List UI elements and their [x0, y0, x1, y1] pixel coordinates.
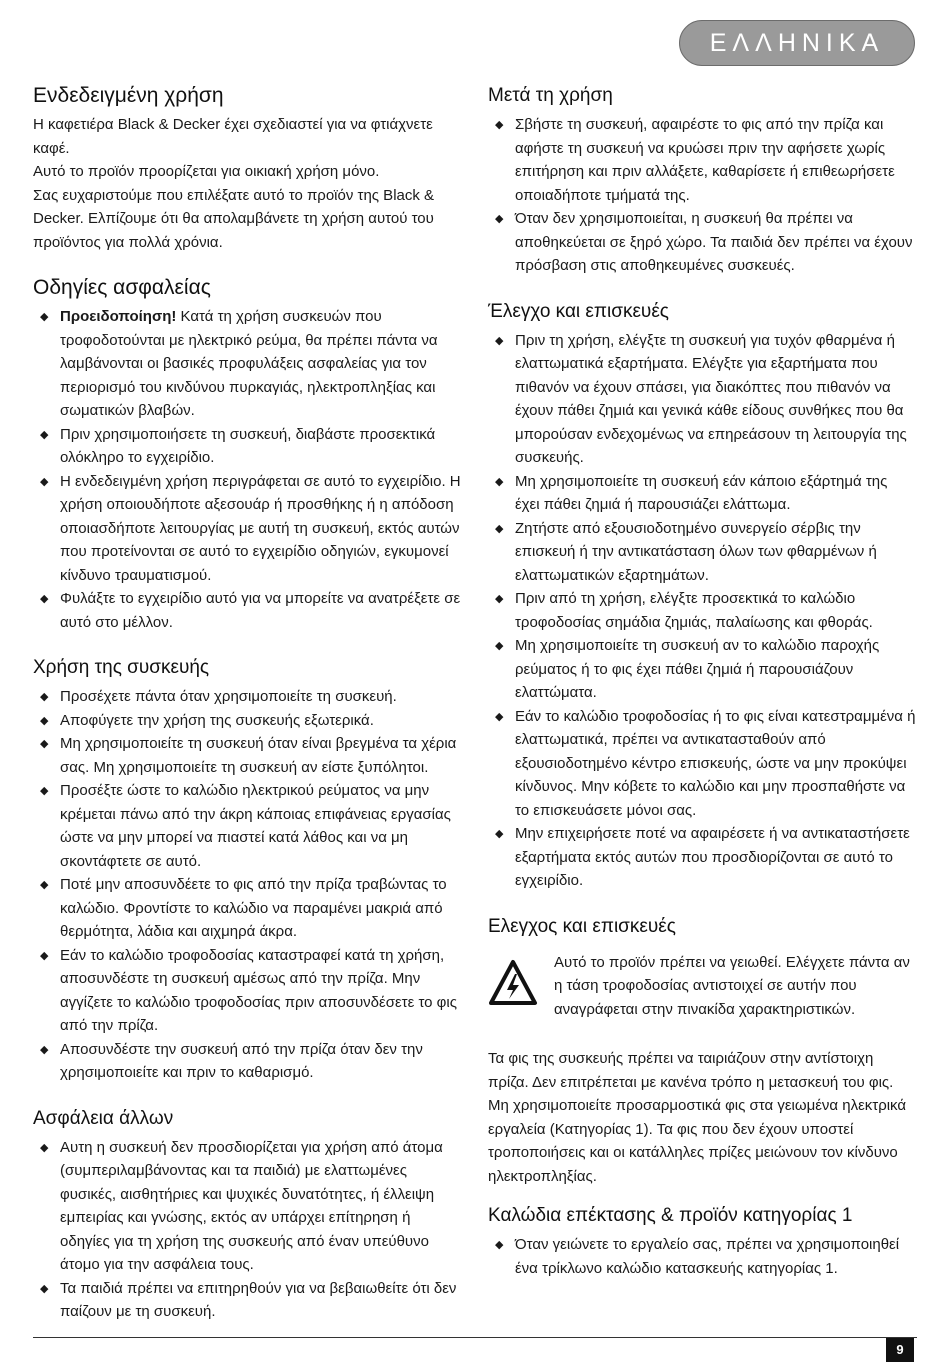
diamond-bullet-icon: ◆: [495, 334, 504, 347]
section-title: Έλεγχο και επισκευές: [488, 300, 669, 322]
bullet-list: [488, 1233, 916, 1280]
paragraph: Σας ευχαριστούμε που επιλέξατε αυτό το προϊόν της Black & Decker. Ελπίζουμε ότι θα απολαμβάνετε τη χρήση αυτού του προϊόντος για πολλά χρόνια.: [33, 186, 435, 251]
section-others-safety: [33, 1107, 461, 1324]
warning-block: [488, 951, 916, 1022]
list-item-text: Σβήστε τη συσκευή, αφαιρέστε το φις από την πρίζα και αφήστε τη συσκευή να κρυώσει πριν την αφήσετε χωρίς επιτήρηση και πριν αλλάξετε, καθαρίσετε ή επιθεωρήσετε οποιαδήποτε τμήματά της.: [515, 116, 895, 204]
section-safety: [33, 276, 461, 634]
diamond-bullet-icon: ◆: [495, 522, 504, 535]
diamond-bullet-icon: ◆: [40, 593, 49, 605]
diamond-bullet-icon: ◆: [40, 1282, 49, 1295]
list-item-text: Προσέξτε ώστε το καλώδιο ηλεκτρικού ρεύματος να μην κρέμεται πάνω από την άκρη κάποιας επιφάνειας εργασίας ώστε να μην μπορεί να πιαστεί κατά λάθος και να μη σκοντάφτετε σε αυτό.: [60, 782, 451, 870]
list-item-text: Πριν από τη χρήση, ελέγξτε προσεκτικά το καλώδιο τροφοδοσίας σημάδια ζημιάς, παλαίωσης και φθοράς.: [515, 590, 873, 631]
diamond-bullet-icon: ◆: [40, 311, 49, 323]
list-item-text: Πριν τη χρήση, ελέγξτε τη συσκευή για τυχόν φθαρμένα ή ελαττωματικά εξαρτήματα. Ελέγξτε για εξαρτήματα που πιθανόν να έχουν σπάσει, για διακόπτες που πιθανόν να έχουν πάθει ζημιά και γενικά κάθε είδους συνθήκες που θα μπορούσαν ενδεχομένως να επηρεάσουν τη λειτουργία της συσκευής.: [515, 331, 907, 466]
list-item-text: Όταν δεν χρησιμοποιείται, η συσκευή θα πρέπει να αποθηκεύεται σε ξηρό χώρο. Τα παιδιά δεν πρέπει να έχουν πρόσβαση στις αποθηκευμένες συσκευές.: [515, 210, 913, 274]
list-item: [488, 634, 916, 705]
section-title: Ελεγχος και επισκευές: [488, 915, 676, 937]
list-item: [33, 944, 461, 1038]
bullet-list: [33, 305, 461, 634]
diamond-bullet-icon: ◆: [40, 785, 49, 797]
list-item-text: Μην επιχειρήσετε ποτέ να αφαιρέσετε ή να αντικαταστήσετε εξαρτήματα εκτός αυτών που προσδιορίζονται σε αυτό το εγχειρίδιο.: [515, 825, 910, 889]
list-item-text: Εάν το καλώδιο τροφοδοσίας καταστραφεί κατά τη χρήση, αποσυνδέστε τη συσκευή αμέσως από την πρίζα. Μην αγγίζετε το καλώδιο τροφοδοσίας πριν αποσυνδέσετε το φις από την πρίζα.: [60, 946, 457, 1034]
left-column: [33, 84, 461, 1346]
list-item: [33, 779, 461, 873]
list-item-text: Εάν το καλώδιο τροφοδοσίας ή το φις είναι κατεστραμμένα ή ελαττωματικά, πρέπει να αντικατασταθούν από εξουσιοδοτημένο κέντρο επισκευής, ώστε να μην προκύψει κίνδυνος. Μην κόβετε το καλώδιο και μην προσπαθήστε να το επισκευάσετε μόνοι σας.: [515, 707, 916, 819]
bullet-list: [488, 113, 916, 278]
list-item-text: Αποσυνδέστε την συσκευή από την πρίζα όταν δεν την χρησιμοποιείτε και πριν το καθαρισμό.: [60, 1040, 423, 1081]
footer-divider: [33, 1337, 917, 1338]
list-item: [33, 685, 461, 709]
list-item: [488, 113, 916, 207]
list-item-text: Αυτη η συσκευή δεν προσδιορίζεται για χρήση από άτομα (συμπεριλαμβάνοντας και τα παιδιά) με ελαττωμένες φυσικές, αισθητήριες και ψυχικές δυνατότητες, ή έλλειψη εμπειρίας και γνώσης, εκτός αν υπάρχει επίτηρηση ή οδηγίες για τη χρήση της συσκευής από έναν υπεύθυνο άτομο για την ασφάλεια τους.: [60, 1138, 443, 1273]
list-item-text: Κατά τη χρήση συσκευών που τροφοδοτούνται με ηλεκτρικό ρεύμα, θα πρέπει πάντα να λαμβάνονται οι βασικές προφυλάξεις ασφαλείας για τον περιορισμό του κινδύνου πυρκαγιάς, ηλεκτροπληξίας και σωματικών βλαβών.: [60, 308, 438, 419]
list-item-text: Μη χρησιμοποιείτε τη συσκευή εάν κάποιο εξάρτημά της έχει πάθει ζημιά ή παρουσιάζει ελάττωμα.: [515, 472, 888, 513]
diamond-bullet-icon: ◆: [495, 593, 504, 605]
diamond-bullet-icon: ◆: [495, 640, 504, 652]
list-item-text: Η ενδεδειγμένη χρήση περιγράφεται σε αυτό το εγχειρίδιο. Η χρήση οποιουδήποτε αξεσουάρ ή προσθήκης ή η απόδοση οποιασδήποτε λειτουργίας με αυτή τη συσκευή, εκτός αυτών που προτείνονται σε αυτό το εγχειρίδιο οδηγιών, εγκυμονεί κίνδυνο τραυματισμού.: [60, 472, 461, 584]
diamond-bullet-icon: ◆: [40, 879, 49, 891]
list-item-text: Μη χρησιμοποιείτε τη συσκευή όταν είναι βρεγμένα τα χέρια σας. Μη χρησιμοποιείτε τη συσκευή αν είστε ξυπόλητοι.: [60, 735, 457, 776]
paragraph: Αυτό το προϊόν προορίζεται για οικιακή χρήση μόνο.: [33, 163, 380, 180]
list-item: [488, 587, 916, 634]
list-item-text: Ζητήστε από εξουσιοδοτημένο συνεργείο σέρβις την επισκευή ή την αντικατάσταση όλων των φθαρμένων ή ελαττωματικών εξαρτημάτων.: [515, 519, 877, 584]
paragraph: Τα φις της συσκευής πρέπει να ταιριάζουν στην αντίστοιχη πρίζα. Δεν επιτρέπεται με κανένα τρόπο η μετασκευή του φις. Μη χρησιμοποιείτε προσαρμοστικά φις στα γειωμένα ηλεκτρικά εργαλεία (Κατηγορίας 1). Τα φις που δεν έχουν υποστεί τροποποιήσεις και οι κατάλληλες πρίζες μειώνουν τον κίνδυνο ηλεκτροπληξίας.: [488, 1050, 907, 1185]
list-item-text: Φυλάξτε το εγχειρίδιο αυτό για να μπορείτε να ανατρέξετε σε αυτό στο μέλλον.: [60, 590, 461, 631]
list-item: [33, 305, 461, 423]
list-item: [33, 587, 461, 634]
section-appliance-use: [33, 656, 461, 1085]
diamond-bullet-icon: ◆: [495, 710, 504, 723]
diamond-bullet-icon: ◆: [40, 428, 49, 441]
section-title: Οδηγίες ασφαλείας: [33, 276, 211, 299]
diamond-bullet-icon: ◆: [40, 1043, 49, 1056]
list-item: [33, 709, 461, 733]
section-electrical-safety: [488, 915, 916, 1189]
list-item-text: Προσέχετε πάντα όταν χρησιμοποιείτε τη συσκευή.: [60, 688, 397, 705]
list-item: [488, 1233, 916, 1280]
list-item: [33, 423, 461, 470]
list-item-text: Πριν χρησιμοποιήσετε τη συσκευή, διαβάστε προσεκτικά ολόκληρο το εγχειρίδιο.: [60, 425, 436, 466]
section-after-use: [488, 84, 916, 278]
diamond-bullet-icon: ◆: [495, 475, 504, 488]
list-item-text: Μη χρησιμοποιείτε τη συσκευή αν το καλώδιο παροχής ρεύματος ή το φις έχει πάθει ζημιά ή παρουσιάζουν ελαττώματα.: [515, 637, 880, 701]
list-item: [33, 732, 461, 779]
warning-text: Αυτό το προϊόν πρέπει να γειωθεί. Ελέγχετε πάντα αν η τάση τροφοδοσίας αντιστοιχεί σε αυτήν που αναγράφεται στην πινακίδα χαρακτηριστικών.: [554, 953, 910, 1018]
diamond-bullet-icon: ◆: [40, 738, 49, 750]
diamond-bullet-icon: ◆: [495, 119, 504, 131]
section-title: Χρήση της συσκευής: [33, 657, 210, 678]
diamond-bullet-icon: ◆: [40, 1141, 49, 1154]
electric-hazard-triangle-icon: [488, 959, 538, 1007]
list-item: [488, 470, 916, 517]
list-item: [33, 873, 461, 944]
list-item: [33, 1136, 461, 1277]
list-item-text: Ποτέ μην αποσυνδέετε το φις από την πρίζα τραβώντας το καλώδιο. Φροντίστε το καλώδιο να παραμένει μακριά από θερμότητα, λάδια και αιχμηρά άκρα.: [60, 876, 447, 940]
section-intended-use: [33, 84, 461, 254]
list-item-text: Όταν γειώνετε το εργαλείο σας, πρέπει να χρησιμοποιηθεί ένα τρίκλωνο καλώδιο κατασκευής κατηγορίας 1.: [515, 1236, 900, 1277]
right-column: [488, 84, 916, 1302]
bullet-list: [33, 685, 461, 1085]
diamond-bullet-icon: ◆: [495, 1239, 504, 1251]
warning-label: Προειδοποίηση!: [60, 308, 177, 325]
list-item: [33, 1038, 461, 1085]
list-item: [488, 705, 916, 823]
list-item-text: Τα παιδιά πρέπει να επιτηρηθούν για να βεβαιωθείτε ότι δεν παίζουν με τη συσκευή.: [60, 1279, 457, 1320]
list-item: [488, 329, 916, 470]
diamond-bullet-icon: ◆: [495, 828, 504, 840]
list-item: [33, 1277, 461, 1324]
diamond-bullet-icon: ◆: [495, 213, 504, 225]
language-tab: ΕΛΛΗΝΙΚΑ: [679, 20, 915, 66]
section-title: Καλώδια επέκτασης & προϊόν κατηγορίας 1: [488, 1205, 853, 1226]
section-extension-cables: [488, 1204, 916, 1280]
bullet-list: [33, 1136, 461, 1324]
list-item: [488, 517, 916, 588]
bullet-list: [488, 329, 916, 893]
list-item: [33, 470, 461, 588]
page-number: 9: [886, 1338, 914, 1362]
diamond-bullet-icon: ◆: [40, 949, 49, 962]
diamond-bullet-icon: ◆: [40, 475, 49, 488]
section-title: Ενδεδειγμένη χρήση: [33, 84, 224, 107]
list-item: [488, 207, 916, 278]
section-inspection: [488, 300, 916, 893]
list-item: [488, 822, 916, 893]
list-item-text: Αποφύγετε την χρήση της συσκευής εξωτερικά.: [60, 711, 374, 729]
section-title: Μετά τη χρήση: [488, 85, 613, 106]
diamond-bullet-icon: ◆: [40, 691, 49, 703]
paragraph: Η καφετιέρα Black & Decker έχει σχεδιαστεί για να φτιάχνετε καφέ.: [33, 116, 433, 157]
section-title: Ασφάλεια άλλων: [33, 1107, 174, 1129]
diamond-bullet-icon: ◆: [40, 714, 49, 727]
